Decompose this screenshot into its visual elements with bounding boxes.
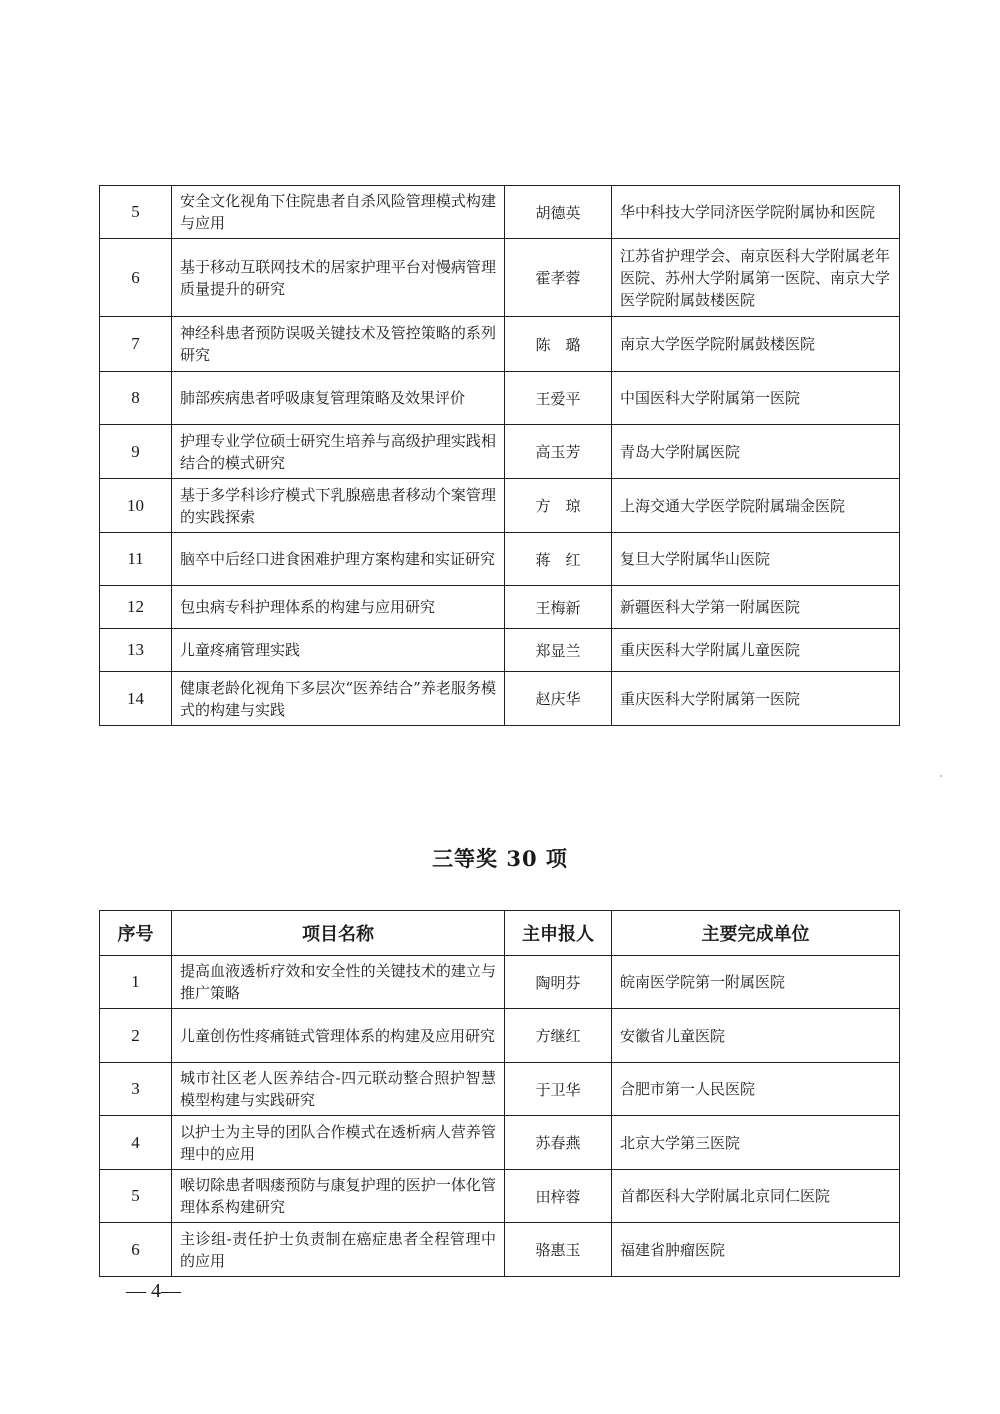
institution: 中国医科大学附属第一医院	[612, 372, 900, 425]
institution: 安徽省儿童医院	[612, 1009, 900, 1063]
table-row	[100, 672, 900, 726]
institution: 首都医科大学附属北京同仁医院	[612, 1170, 900, 1223]
applicant-name: 骆惠玉	[505, 1223, 612, 1277]
applicant-name: 田梓蓉	[505, 1170, 612, 1223]
project-title: 安全文化视角下住院患者自杀风险管理模式构建与应用	[172, 186, 505, 239]
project-title: 喉切除患者咽瘘预防与康复护理的医护一体化管理体系构建研究	[172, 1170, 505, 1223]
table-row	[100, 586, 900, 629]
project-title: 神经科患者预防误吸关键技术及管控策略的系列研究	[172, 317, 505, 372]
table-header-row	[100, 911, 900, 956]
project-title: 肺部疾病患者呼吸康复管理策略及效果评价	[172, 372, 505, 425]
institution: 上海交通大学医学院附属瑞金医院	[612, 479, 900, 533]
column-header-institution: 主要完成单位	[612, 911, 900, 956]
row-number: 10	[100, 479, 172, 533]
institution: 福建省肿瘤医院	[612, 1223, 900, 1277]
applicant-name: 于卫华	[505, 1063, 612, 1116]
scan-speck	[940, 775, 942, 777]
row-number: 7	[100, 317, 172, 372]
award-table-third-prize	[99, 910, 900, 1277]
applicant-name: 霍孝蓉	[505, 239, 612, 317]
institution: 华中科技大学同济医学院附属协和医院	[612, 186, 900, 239]
project-title: 脑卒中后经口进食困难护理方案构建和实证研究	[172, 533, 505, 586]
project-title: 儿童创伤性疼痛链式管理体系的构建及应用研究	[172, 1009, 505, 1063]
row-number: 1	[100, 956, 172, 1009]
row-number: 6	[100, 239, 172, 317]
project-title: 主诊组-责任护士负责制在癌症患者全程管理中的应用	[172, 1223, 505, 1277]
row-number: 4	[100, 1116, 172, 1170]
project-title: 儿童疼痛管理实践	[172, 629, 505, 672]
institution: 南京大学医学院附属鼓楼医院	[612, 317, 900, 372]
applicant-name: 方继红	[505, 1009, 612, 1063]
project-title: 护理专业学位硕士研究生培养与高级护理实践相结合的模式研究	[172, 425, 505, 479]
applicant-name: 方 琼	[505, 479, 612, 533]
table-row	[100, 956, 900, 1009]
column-header-title: 项目名称	[172, 911, 505, 956]
applicant-name: 高玉芳	[505, 425, 612, 479]
row-number: 3	[100, 1063, 172, 1116]
section-heading-third-prize: 三等奖 30 项	[432, 846, 568, 871]
applicant-name: 王爱平	[505, 372, 612, 425]
applicant-name: 赵庆华	[505, 672, 612, 726]
applicant-name: 王梅新	[505, 586, 612, 629]
applicant-name: 苏春燕	[505, 1116, 612, 1170]
table-row	[100, 372, 900, 425]
table-row	[100, 425, 900, 479]
table-row	[100, 1116, 900, 1170]
project-title: 基于移动互联网技术的居家护理平台对慢病管理质量提升的研究	[172, 239, 505, 317]
table-row	[100, 533, 900, 586]
institution: 复旦大学附属华山医院	[612, 533, 900, 586]
institution: 合肥市第一人民医院	[612, 1063, 900, 1116]
row-number: 2	[100, 1009, 172, 1063]
applicant-name: 蒋 红	[505, 533, 612, 586]
table-row	[100, 1170, 900, 1223]
applicant-name: 胡德英	[505, 186, 612, 239]
project-title: 包虫病专科护理体系的构建与应用研究	[172, 586, 505, 629]
row-number: 8	[100, 372, 172, 425]
table-row	[100, 186, 900, 239]
page-number: — 4—	[126, 1280, 181, 1302]
applicant-name: 陈 璐	[505, 317, 612, 372]
institution: 江苏省护理学会、南京医科大学附属老年医院、苏州大学附属第一医院、南京大学医学院附属鼓楼医院	[612, 239, 900, 317]
institution: 新疆医科大学第一附属医院	[612, 586, 900, 629]
table-row	[100, 1009, 900, 1063]
institution: 皖南医学院第一附属医院	[612, 956, 900, 1009]
project-title: 城市社区老人医养结合-四元联动整合照护智慧模型构建与实践研究	[172, 1063, 505, 1116]
row-number: 6	[100, 1223, 172, 1277]
project-title: 以护士为主导的团队合作模式在透析病人营养管理中的应用	[172, 1116, 505, 1170]
table-row	[100, 479, 900, 533]
row-number: 14	[100, 672, 172, 726]
column-header-number: 序号	[100, 911, 172, 956]
project-title: 健康老龄化视角下多层次“医养结合”养老服务模式的构建与实践	[172, 672, 505, 726]
row-number: 5	[100, 186, 172, 239]
applicant-name: 陶明芬	[505, 956, 612, 1009]
row-number: 11	[100, 533, 172, 586]
row-number: 9	[100, 425, 172, 479]
column-header-applicant: 主申报人	[505, 911, 612, 956]
project-title: 基于多学科诊疗模式下乳腺癌患者移动个案管理的实践探索	[172, 479, 505, 533]
institution: 北京大学第三医院	[612, 1116, 900, 1170]
award-table-second-prize-continued	[99, 185, 900, 726]
table-row	[100, 629, 900, 672]
table-row	[100, 1223, 900, 1277]
table-row	[100, 239, 900, 317]
institution: 青岛大学附属医院	[612, 425, 900, 479]
row-number: 13	[100, 629, 172, 672]
institution: 重庆医科大学附属儿童医院	[612, 629, 900, 672]
project-title: 提高血液透析疗效和安全性的关键技术的建立与推广策略	[172, 956, 505, 1009]
table-row	[100, 1063, 900, 1116]
applicant-name: 郑显兰	[505, 629, 612, 672]
institution: 重庆医科大学附属第一医院	[612, 672, 900, 726]
table-row	[100, 317, 900, 372]
row-number: 12	[100, 586, 172, 629]
row-number: 5	[100, 1170, 172, 1223]
